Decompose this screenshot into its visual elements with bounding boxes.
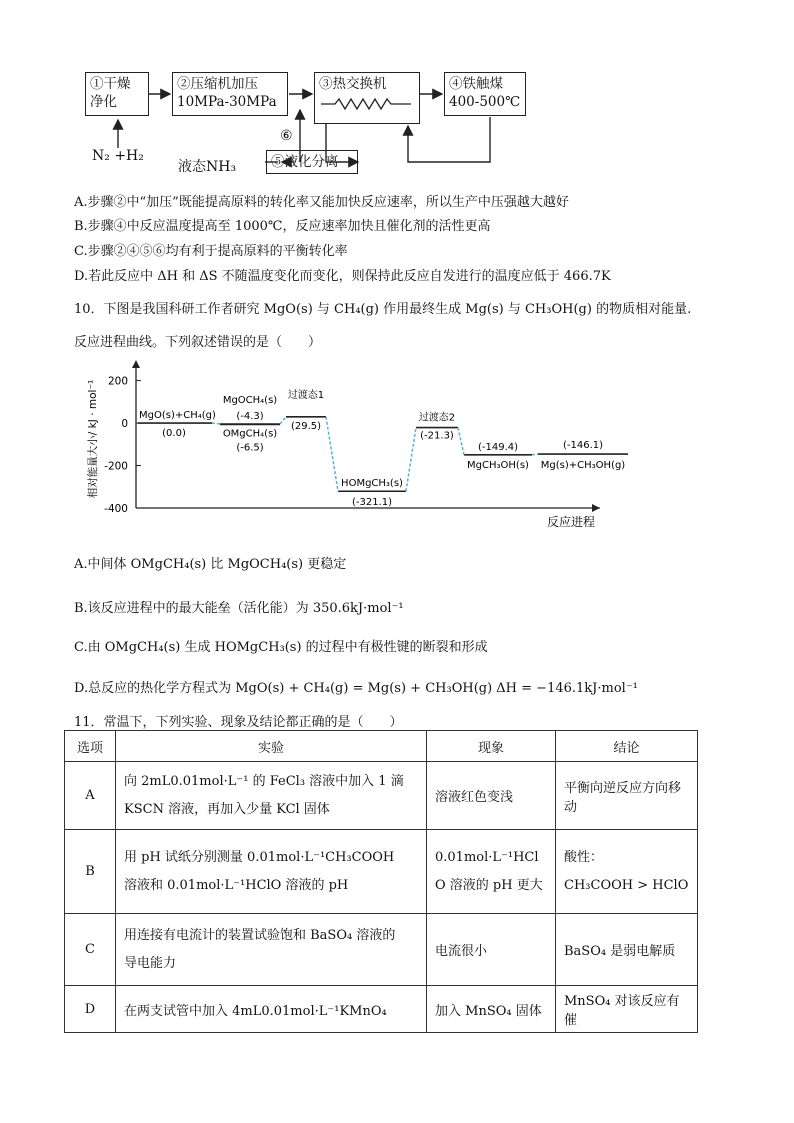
row-experiment: 向 2mL0.01mol·L⁻¹ 的 FeCl₃ 溶液中加入 1 滴 KSCN 溶液，再加入少量 KCl 固体	[116, 762, 427, 830]
energy-path-connector	[326, 417, 338, 491]
q10-option-a: A.中间体 OMgCH₄(s) 比 MgOCH₄(s) 更稳定	[74, 557, 347, 572]
energy-profile-chart	[80, 360, 640, 530]
q10-option-b: B.该反应进程中的最大能垒（活化能）为 350.6kJ·mol⁻¹	[74, 601, 404, 616]
flow-box-catalyst: ④铁触煤 400-500℃	[444, 72, 526, 116]
energy-level-value: (0.0)	[162, 428, 186, 440]
row-experiment: 在两支试管中加入 4mL0.01mol·L⁻¹KMnO₄	[116, 986, 427, 1033]
row-option: C	[65, 914, 116, 986]
energy-level-label: Mg(s)+CH₃OH(g)	[540, 460, 626, 472]
flow-box-separation: ⑤液化分离	[266, 150, 358, 174]
flow-six-label: ⑥	[280, 128, 293, 144]
energy-path-connector	[212, 423, 220, 424]
col-header-conclusion: 结论	[556, 731, 698, 762]
flow-feed-label: N₂ +H₂	[92, 148, 144, 164]
row-option: D	[65, 986, 116, 1033]
energy-level-value: (-4.3)	[236, 410, 264, 422]
energy-level-label: 过渡态1	[287, 389, 325, 401]
flow-box-compress: ②压缩机加压 10MPa-30MPa	[172, 72, 288, 116]
table-header-row	[65, 731, 698, 762]
table-row	[65, 762, 698, 830]
row-conclusion: 平衡向逆反应方向移动	[556, 762, 698, 830]
energy-level-value: (-321.1)	[351, 497, 393, 509]
q10-stem-line1: 10．下图是我国科研工作者研究 MgO(s) 与 CH₄(g) 作用最终生成 Mg(s) 与 CH₃OH(g) 的物质相对能量.	[74, 302, 692, 317]
flow-product-label: 液态NH₃	[178, 159, 237, 175]
flow-box-heat-exchanger: ③热交换机	[314, 72, 420, 124]
q10-option-c: C.由 OMgCH₄(s) 生成 HOMgCH₃(s) 的过程中有极性键的断裂和形成	[74, 640, 488, 655]
energy-level-label: MgO(s)+CH₄(g)	[139, 410, 216, 422]
energy-level-value: (-146.1)	[562, 440, 604, 452]
flow-arrows	[60, 60, 620, 190]
col-header-phenomenon: 现象	[427, 731, 556, 762]
energy-level-label: OMgCH₄(s)	[222, 428, 278, 440]
y-axis-label: 相对能量大小/ kJ · mol⁻¹	[87, 379, 99, 499]
q10-stem-line2: 反应进程曲线。下列叙述错误的是（ ）	[74, 335, 322, 350]
q11-table	[64, 730, 698, 1033]
row-phenomenon: 溶液红色变浅	[427, 762, 556, 830]
energy-path-connector	[532, 454, 538, 455]
row-phenomenon: 0.01mol·L⁻¹HCl O 溶液的 pH 更大	[427, 830, 556, 914]
row-conclusion: MnSO₄ 对该反应有催	[556, 986, 698, 1033]
row-phenomenon: 电流很小	[427, 914, 556, 986]
q9-option-b: B.步骤④中反应温度提高至 1000℃，反应速率加快且催化剂的活性更高	[74, 219, 491, 234]
row-option: A	[65, 762, 116, 830]
row-phenomenon: 加入 MnSO₄ 固体	[427, 986, 556, 1033]
y-tick-label: 200	[107, 375, 128, 388]
row-experiment: 用连接有电流计的装置试验饱和 BaSO₄ 溶液的 导电能力	[116, 914, 427, 986]
col-header-experiment: 实验	[116, 731, 427, 762]
y-tick-label: -200	[104, 460, 128, 473]
energy-level-label: 过渡态2	[418, 412, 456, 424]
row-conclusion: 酸性： CH₃COOH > HClO	[556, 830, 698, 914]
table-row	[65, 830, 698, 914]
q9-option-a: A.步骤②中“加压”既能提高原料的转化率又能加快反应速率，所以生产中压强越大越好	[74, 195, 569, 210]
energy-level-value: (29.5)	[290, 420, 322, 432]
row-conclusion: BaSO₄ 是弱电解质	[556, 914, 698, 986]
energy-level-value: (-6.5)	[236, 442, 264, 454]
energy-path-connector	[406, 428, 416, 492]
row-option: B	[65, 830, 116, 914]
y-tick-label: -400	[104, 503, 128, 515]
q11-stem: 11．常温下，下列实验、现象及结论都正确的是（ ）	[74, 715, 403, 730]
x-axis-arrow	[592, 504, 600, 512]
row-experiment: 用 pH 试纸分别测量 0.01mol·L⁻¹CH₃COOH 溶液和 0.01mol·L⁻¹HClO 溶液的 pH	[116, 830, 427, 914]
energy-level-label: HOMgCH₃(s)	[341, 478, 403, 490]
energy-path-connector	[458, 428, 464, 455]
x-axis-label: 反应进程	[546, 515, 595, 529]
q10-option-d: D.总反应的热化学方程式为 MgO(s) + CH₄(g) = Mg(s) + CH₃OH(g) ΔH = −146.1kJ·mol⁻¹	[74, 681, 638, 696]
energy-level-label: MgOCH₄(s)	[222, 394, 278, 406]
y-tick-label: 0	[121, 418, 128, 431]
energy-path-connector	[280, 417, 286, 424]
energy-level-value: (-21.3)	[420, 430, 454, 442]
table-row	[65, 986, 698, 1033]
table-row	[65, 914, 698, 986]
col-header-option: 选项	[65, 731, 116, 762]
energy-level-value: (-149.4)	[477, 441, 519, 453]
flow-box-dry: ①干燥 净化	[85, 72, 149, 116]
energy-level-label: MgCH₃OH(s)	[467, 459, 529, 471]
q9-option-c: C.步骤②④⑤⑥均有利于提高原料的平衡转化率	[74, 244, 348, 259]
q9-option-d: D.若此反应中 ΔH 和 ΔS 不随温度变化而变化，则保持此反应自发进行的温度应低于 466.7K	[74, 269, 611, 284]
y-axis-arrow	[132, 360, 140, 368]
